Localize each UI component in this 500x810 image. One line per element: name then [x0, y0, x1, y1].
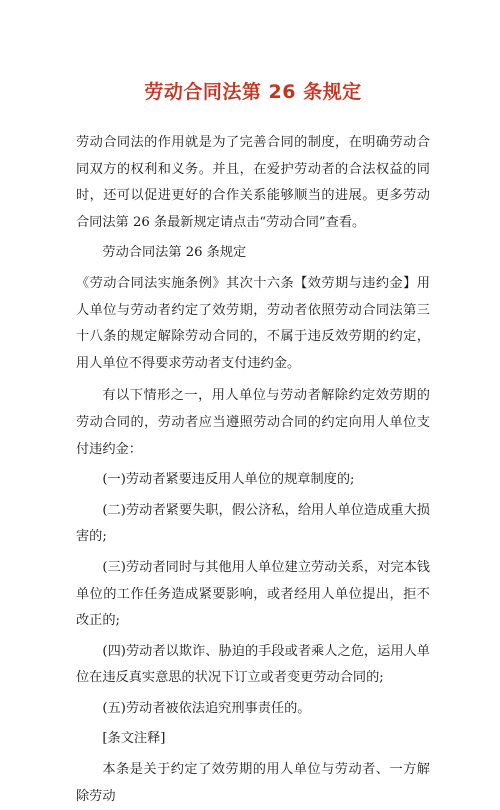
- list-item-2: (二)劳动者紧要失职，假公济私，给用人单位造成重大损害的;: [76, 502, 430, 545]
- paragraph-annotation: 本条是关于约定了效劳期的用人单位与劳动者、一方解除劳动: [76, 762, 430, 804]
- list-item-3: (三)劳动者同时与其他用人单位建立劳动关系，对完本钱单位的工作任务造成紧要影响，或者经用人单位提出，拒不改正的;: [76, 559, 430, 629]
- list-item-5: (五)劳动者被依法追究刑事责任的。: [102, 700, 311, 716]
- document-title: 劳动合同法第 26 条规定: [144, 81, 362, 103]
- document-body: [76, 130, 430, 810]
- list-item-4: (四)劳动者以欺诈、胁迫的手段或者乘人之危，运用人单位在违反真实意思的状况下订立或者变更劳动合同的;: [76, 643, 430, 686]
- list-item-1: (一)劳动者紧要违反用人单位的规章制度的;: [102, 472, 355, 488]
- paragraph-article: 《劳动合同法实施条例》其次十六条【效劳期与违约金】用人单位与劳动者约定了效劳期，劳动者依照劳动合同法第三十八条的规定解除劳动合同的，不属于违反效劳期的约定，用人单位不得要求劳动者支付违约金。: [76, 275, 430, 371]
- section-label: [条文注释]: [102, 731, 166, 747]
- paragraph-heading: 劳动合同法第 26 条规定: [102, 245, 247, 261]
- paragraph-intro: 劳动合同法的作用就是为了完善合同的制度，在明确劳动合同双方的权利和义务。并且，在爱护劳动者的合法权益的同时，还可以促进更好的合作关系能够顺当的进展。更多劳动合同法第 26 条最新规定请点击“劳动合同”查看。: [76, 135, 430, 230]
- paragraph-conditions: 有以下情形之一，用人单位与劳动者解除约定效劳期的劳动合同的，劳动者应当遵照劳动合同的约定向用人单位支付违约金：: [76, 388, 430, 457]
